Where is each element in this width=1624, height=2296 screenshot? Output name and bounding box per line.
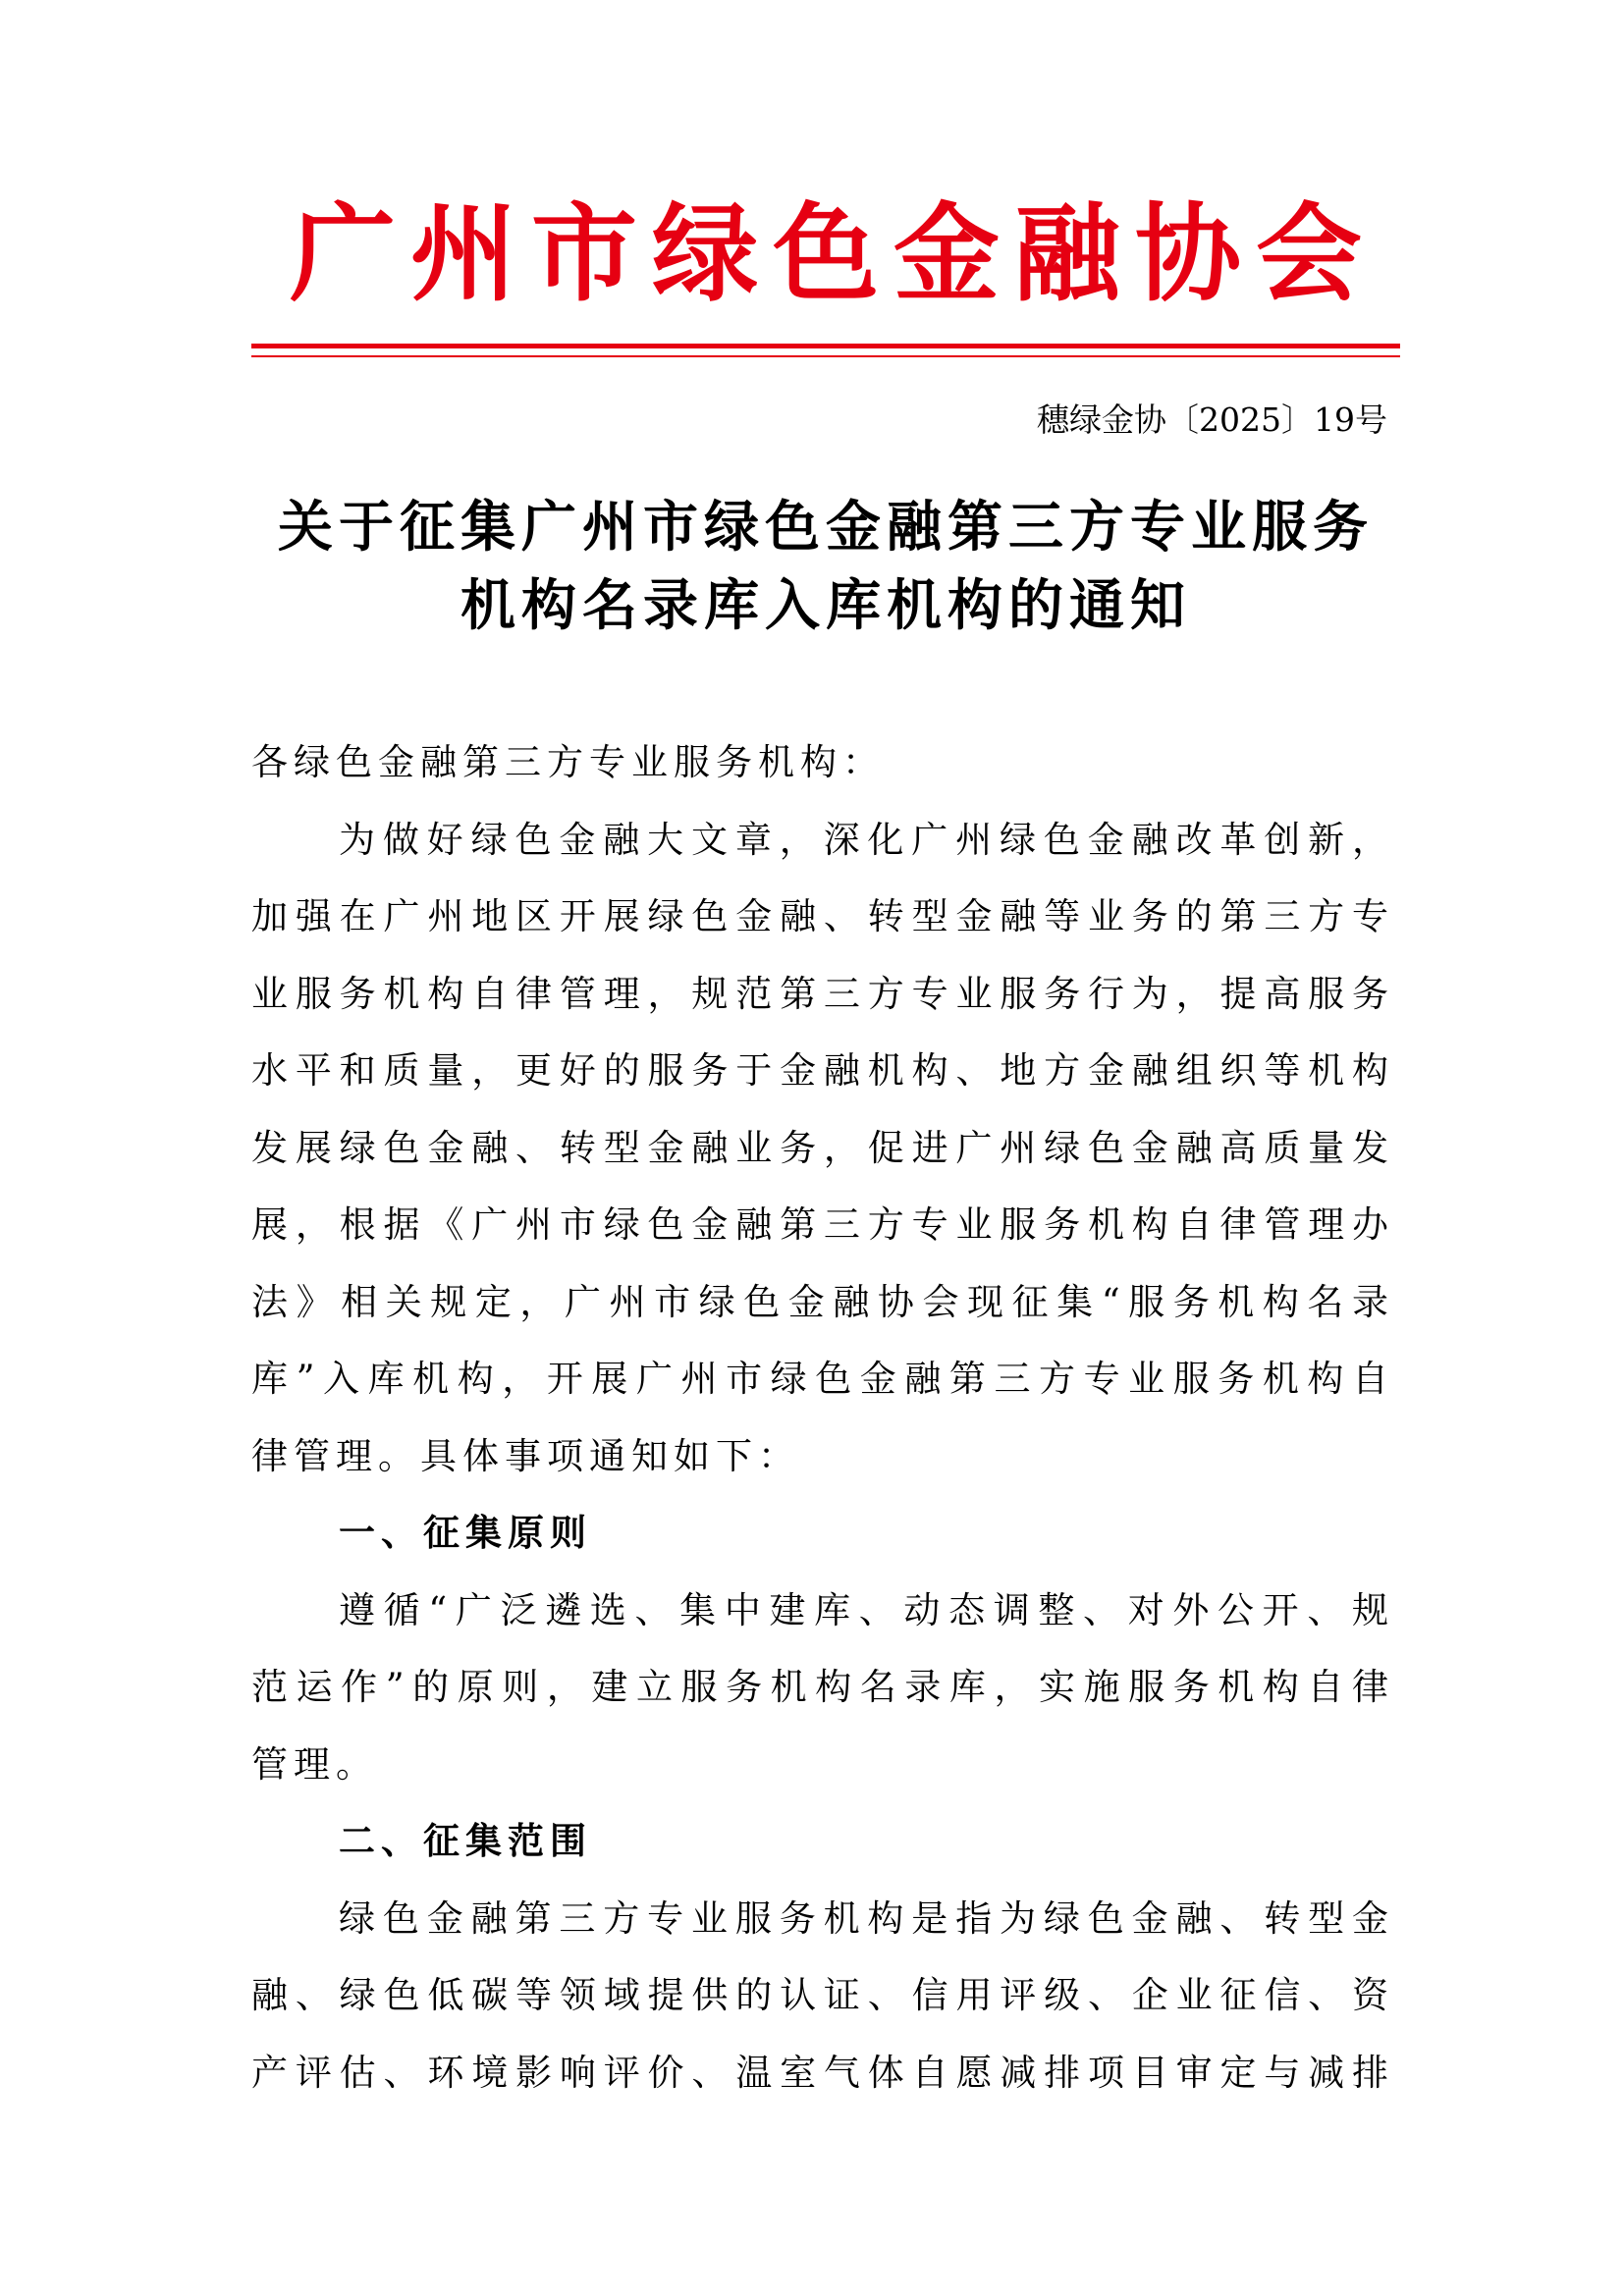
body-line: 业服务机构自律管理，规范第三方专业服务行为，提高服务 (251, 972, 1394, 1015)
body-line: 遵循“广泛遴选、集中建库、动态调整、对外公开、规 (339, 1588, 1394, 1631)
notice-title-line: 关于征集广州市绿色金融第三方专业服务 (278, 495, 1374, 560)
body-line: 库”入库机构，开展广州市绿色金融第三方专业服务机构自 (251, 1358, 1394, 1400)
notice-title (251, 488, 1394, 645)
section-heading: 一、征集原则 (339, 1512, 592, 1554)
body-line: 发展绿色金融、转型金融业务，促进广州绿色金融高质量发 (251, 1126, 1394, 1169)
letterhead-red-rule-thin (251, 355, 1400, 357)
body-line: 为做好绿色金融大文章，深化广州绿色金融改革创新， (339, 818, 1394, 861)
salutation: 各绿色金融第三方专业服务机构： (251, 741, 885, 783)
body-line: 管理。 (251, 1742, 378, 1786)
section-heading: 二、征集范围 (339, 1820, 592, 1862)
notice-body (251, 724, 1394, 2111)
body-line: 律管理。具体事项通知如下： (251, 1434, 800, 1477)
body-line: 范运作”的原则，建立服务机构名录库，实施服务机构自律 (251, 1666, 1394, 1708)
body-line: 融、绿色低碳等领域提供的认证、信用评级、企业征信、资 (251, 1974, 1394, 2016)
body-line: 产评估、环境影响评价、温室气体自愿减排项目审定与减排 (251, 2051, 1394, 2094)
body-line: 绿色金融第三方专业服务机构是指为绿色金融、转型金 (339, 1896, 1394, 1940)
letterhead-organization-name: 广州市绿色金融协会 (289, 192, 1377, 316)
body-line: 加强在广州地区开展绿色金融、转型金融等业务的第三方专 (251, 895, 1394, 937)
notice-title-line: 机构名录库入库机构的通知 (460, 573, 1191, 638)
body-line: 展，根据《广州市绿色金融第三方专业服务机构自律管理办 (251, 1203, 1394, 1246)
body-line: 法》相关规定，广州市绿色金融协会现征集“服务机构名录 (251, 1280, 1394, 1323)
letterhead-red-rule-thick (251, 344, 1400, 348)
body-line: 水平和质量，更好的服务于金融机构、地方金融组织等机构 (251, 1049, 1394, 1092)
document-number: 穗绿金协〔2025〕19号 (1037, 400, 1387, 439)
